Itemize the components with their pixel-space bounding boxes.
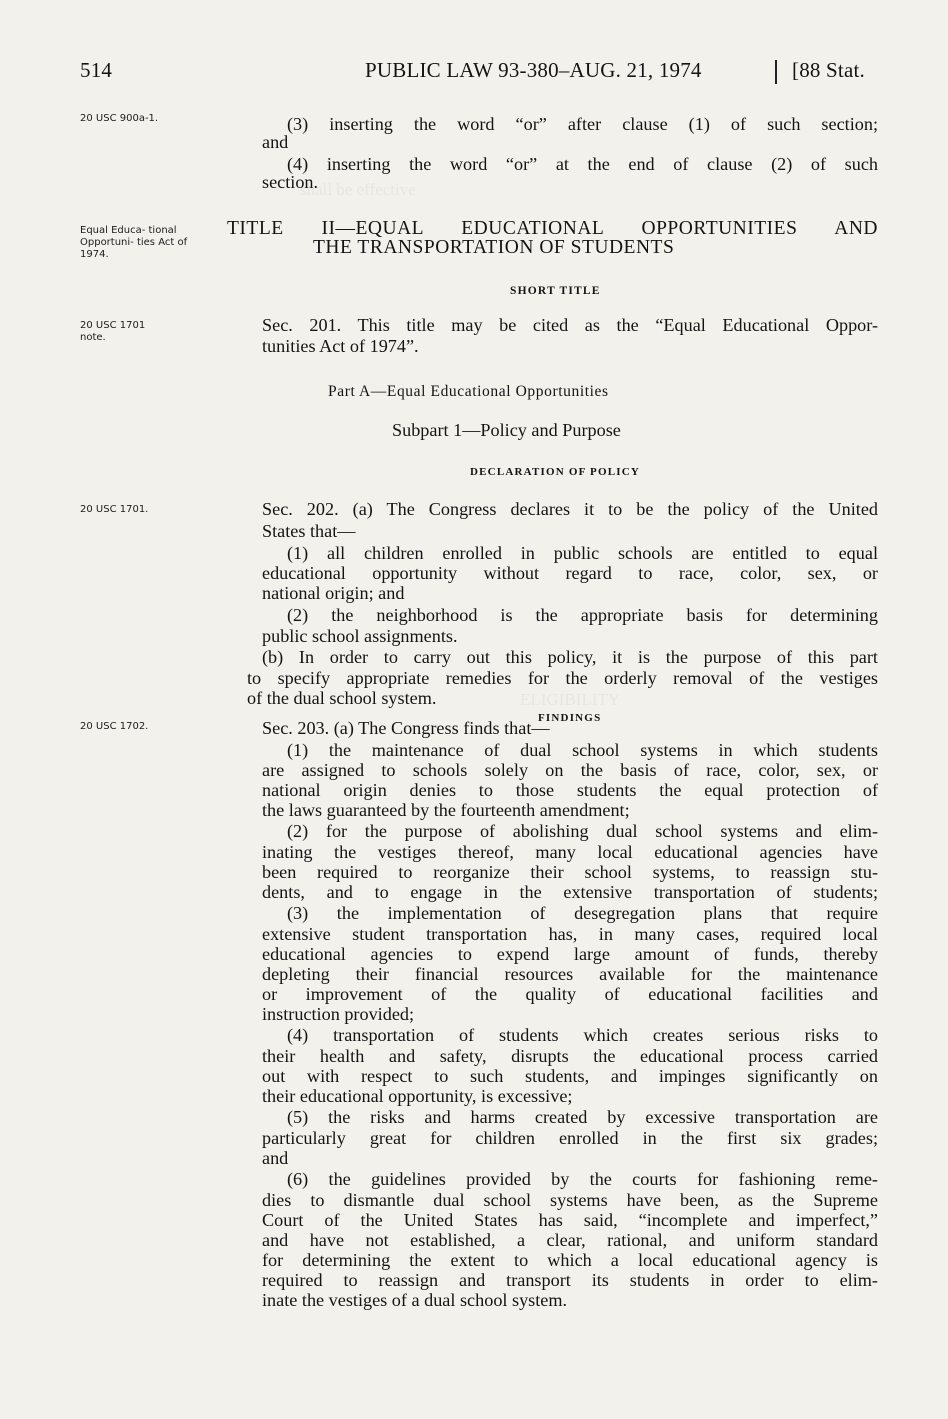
sec-202-line: public school assignments. xyxy=(262,626,458,646)
sec-203-line: (2) for the purpose of abolishing dual school systems and elim- xyxy=(287,821,878,841)
sec-203-line: or improvement of the quality of educational facilities and xyxy=(262,984,878,1004)
title-heading: THE TRANSPORTATION OF STUDENTS xyxy=(313,237,675,258)
sec-203-line: dies to dismantle dual school systems have been, as the Supreme xyxy=(262,1190,878,1210)
margin-note-20-usc-1701: 20 USC 1701. xyxy=(80,504,149,515)
sec-203-line: the laws guaranteed by the fourteenth amendment; xyxy=(262,800,630,820)
declaration-heading: DECLARATION OF POLICY xyxy=(470,466,641,478)
clause-4-line: (4) inserting the word “or” at the end of clause (2) of such xyxy=(287,154,878,174)
short-title-heading: SHORT TITLE xyxy=(510,285,601,297)
sec-202-line: (1) all children enrolled in public schools are entitled to equal xyxy=(287,543,878,563)
sec-203-line: out with respect to such students, and impinges significantly on xyxy=(262,1066,878,1086)
sec-203-line: (6) the guidelines provided by the courts for fashioning reme- xyxy=(287,1169,878,1189)
sec-203-line: are assigned to schools solely on the basis of race, color, sex, or xyxy=(262,760,878,780)
sec-203-line: dents, and to engage in the extensive transportation of students; xyxy=(262,882,878,902)
sec-203-line: for determining the extent to which a local educational agency is xyxy=(262,1250,878,1270)
sec-203-line: and xyxy=(262,1148,289,1168)
clause-3-line: (3) inserting the word “or” after clause (1) of such section; xyxy=(287,114,878,134)
clause-4-line: section. xyxy=(262,172,319,192)
sec-202-line: (2) the neighborhood is the appropriate basis for determining xyxy=(287,605,878,625)
volume-citation: [88 Stat. xyxy=(792,58,865,82)
sec-203-line: inating the vestiges thereof, many local educational agencies have xyxy=(262,842,878,862)
margin-note-20-usc-900a-1: 20 USC 900a-1. xyxy=(80,113,159,124)
title-heading: TITLE II—EQUAL EDUCATIONAL OPPORTUNITIES AND xyxy=(227,218,878,239)
sec-203-line: instruction provided; xyxy=(262,1004,415,1024)
sec-203-line: inate the vestiges of a dual school system. xyxy=(262,1290,568,1310)
sec-203-line: (5) the risks and harms created by excessive transportation are xyxy=(287,1107,878,1127)
sec-203-line: (1) the maintenance of dual school systems in which students xyxy=(287,740,878,760)
sec-202-line: (b) In order to carry out this policy, it is the purpose of this part xyxy=(262,647,878,667)
sec-202-line: educational opportunity without regard to race, color, sex, or xyxy=(262,563,878,583)
sec-203-line: depleting their financial resources available for the maintenance xyxy=(262,964,878,984)
subpart-heading: Subpart 1—Policy and Purpose xyxy=(392,420,621,440)
findings-heading: FINDINGS xyxy=(538,712,602,724)
margin-note-equal-educational-act: Equal Educa- tional Opportuni- ties Act of 1974. xyxy=(80,225,188,260)
sec-203-line: Court of the United States has said, “incomplete and imperfect,” xyxy=(262,1210,878,1230)
sec-203-line: particularly great for children enrolled in the first six grades; xyxy=(262,1128,878,1148)
sec-202-line: States that— xyxy=(262,521,356,541)
clause-3-line: and xyxy=(262,132,289,152)
header-divider xyxy=(775,60,777,84)
sec-203-line: Sec. 203. (a) The Congress finds that— xyxy=(262,718,550,738)
sec-202-line: national origin; and xyxy=(262,583,405,603)
bleed-through-text: ELIGIBILITY xyxy=(520,690,621,709)
sec-203-line: been required to reorganize their school systems, to reassign stu- xyxy=(262,862,878,882)
sec-202-line: Sec. 202. (a) The Congress declares it to be the policy of the United xyxy=(262,499,878,519)
sec-201-line: Sec. 201. This title may be cited as the “Equal Educational Oppor- xyxy=(262,315,878,335)
sec-203-line: their health and safety, disrupts the educational process carried xyxy=(262,1046,878,1066)
sec-203-line: their educational opportunity, is excessive; xyxy=(262,1086,573,1106)
sec-203-line: educational agencies to expend large amount of funds, thereby xyxy=(262,944,878,964)
part-a-heading: Part A—Equal Educational Opportunities xyxy=(328,383,609,400)
sec-203-line: (4) transportation of students which creates serious risks to xyxy=(287,1025,878,1045)
sec-202-line: to specify appropriate remedies for the orderly removal of the vestiges xyxy=(247,668,878,688)
sec-202-line: of the dual school system. xyxy=(247,688,437,708)
sec-203-line: (3) the implementation of desegregation plans that require xyxy=(287,903,878,923)
sec-201-line: tunities Act of 1974”. xyxy=(262,336,419,356)
sec-203-line: and have not established, a clear, rational, and uniform standard xyxy=(262,1230,878,1250)
sec-203-line: national origin denies to those students the equal protection of xyxy=(262,780,878,800)
sec-203-line: required to reassign and transport its students in order to elim- xyxy=(262,1270,878,1290)
page-number: 514 xyxy=(80,58,113,82)
margin-note-20-usc-1702: 20 USC 1702. xyxy=(80,721,149,732)
bleed-through-text: shall be effective xyxy=(300,180,416,199)
sec-203-line: extensive student transportation has, in many cases, required local xyxy=(262,924,878,944)
running-head-title: PUBLIC LAW 93-380–AUG. 21, 1974 xyxy=(365,58,702,82)
margin-note-20-usc-1701-note: 20 USC 1701 note. xyxy=(80,320,146,343)
